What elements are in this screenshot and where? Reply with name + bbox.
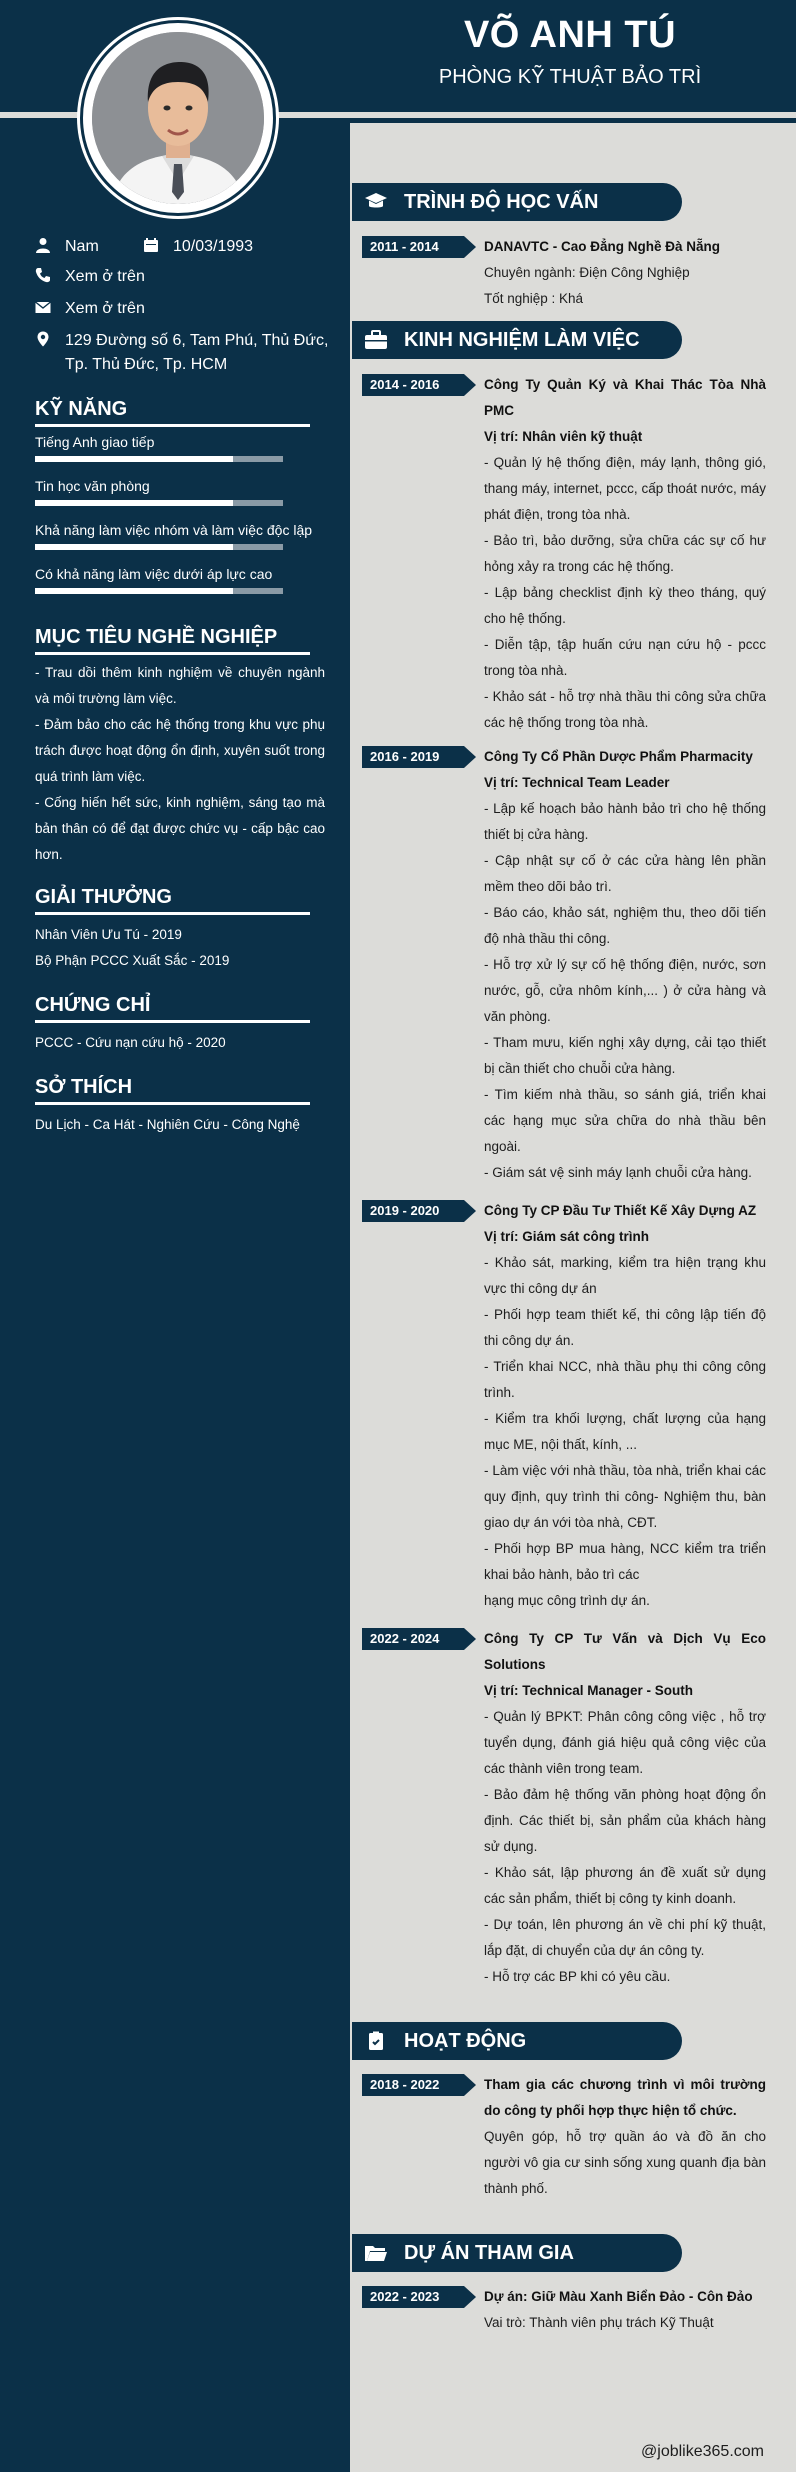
job-duty: - Khảo sát, lập phương án đề xuất sử dụng các sản phẩm, thiết bị công ty kinh doanh. bbox=[484, 1865, 766, 1906]
objective-line: - Đảm bảo cho các hệ thống trong khu vực phụ trách được hoạt động ổn định, xuyên suốt trong quá trình làm việc. bbox=[35, 717, 325, 784]
skill-bar bbox=[35, 544, 283, 550]
job-duty: - Làm việc với nhà thầu, tòa nhà, triển khai các quy định, quy trình thi công- Nghiệm thu, bàn giao dự án với tòa nhà, CĐT. bbox=[484, 1463, 766, 1530]
skills-heading: KỸ NĂNG bbox=[35, 398, 310, 427]
briefcase-icon bbox=[364, 330, 388, 350]
job-entry bbox=[484, 1198, 766, 1614]
gender-text: Nam bbox=[65, 238, 99, 255]
job-duty: - Tìm kiếm nhà thầu, so sánh giá, triển khai các hạng mục sửa chữa do nhà thầu bên ngoài. bbox=[484, 1087, 766, 1154]
project-role: Vai trò: Thành viên phụ trách Kỹ Thuật bbox=[484, 2315, 714, 2330]
objective-heading: MỤC TIÊU NGHỀ NGHIỆP bbox=[35, 626, 310, 655]
activities-heading: HOẠT ĐỘNG bbox=[404, 2030, 527, 2052]
experience-section-header bbox=[352, 321, 682, 359]
skill-label: Khả năng làm việc nhóm và làm việc độc lập bbox=[35, 522, 313, 538]
hobbies-heading: SỞ THÍCH bbox=[35, 1076, 310, 1105]
user-icon bbox=[35, 237, 51, 253]
skill-bar bbox=[35, 588, 283, 594]
hobbies-text: Du Lịch - Ca Hát - Nghiên Cứu - Công Nghệ bbox=[35, 1117, 300, 1132]
education-entry bbox=[484, 234, 766, 312]
school-name: DANAVTC - Cao Đẳng Nghề Đà Nẵng bbox=[484, 239, 721, 254]
job-duty: - Báo cáo, khảo sát, nghiệm thu, theo dõi tiến độ nhà thầu thi công. bbox=[484, 905, 766, 946]
objective-line: - Trau dồi thêm kinh nghiệm về chuyên ngành và môi trường làm việc. bbox=[35, 665, 325, 706]
phone-icon bbox=[35, 267, 51, 283]
envelope-icon bbox=[35, 299, 51, 315]
location-pin-icon bbox=[35, 331, 51, 347]
major-text: Chuyên ngành: Điện Công Nghiệp bbox=[484, 265, 690, 280]
skill-bar bbox=[35, 456, 283, 462]
job-duty: - Khảo sát - hỗ trợ nhà thầu thi công sửa chữa các hệ thống trong tòa nhà. bbox=[484, 689, 766, 730]
job-duty: - Giám sát vệ sinh máy lạnh chuỗi cửa hàng. bbox=[484, 1165, 752, 1180]
skill-bar-fill bbox=[35, 544, 233, 550]
job-entry bbox=[484, 1626, 766, 1990]
project-entry bbox=[484, 2284, 766, 2336]
job-role: Vị trí: Technical Team Leader bbox=[484, 775, 670, 790]
skill-bar bbox=[35, 500, 283, 506]
skill-label: Tin học văn phòng bbox=[35, 478, 150, 494]
date-tag: 2019 - 2020 bbox=[362, 1200, 464, 1222]
certificate-item: PCCC - Cứu nạn cứu hộ - 2020 bbox=[35, 1035, 226, 1050]
date-tag: 2011 - 2014 bbox=[362, 236, 464, 258]
job-duty: - Dự toán, lên phương án về chi phí kỹ thuật, lắp đặt, di chuyển của dự án công ty. bbox=[484, 1917, 766, 1958]
avatar bbox=[92, 32, 264, 204]
job-duty: - Bảo trì, bảo dưỡng, sửa chữa các sự cố hư hỏng xảy ra trong các hệ thống. bbox=[484, 533, 766, 574]
grade-text: Tốt nghiệp : Khá bbox=[484, 291, 584, 306]
education-section-header bbox=[352, 183, 682, 221]
job-duty: hạng mục công trình dự án. bbox=[484, 1593, 650, 1608]
job-duty: - Lập kế hoạch bảo hành bảo trì cho hệ thống thiết bị cửa hàng. bbox=[484, 801, 766, 842]
company-name: Công Ty Quản Ký và Khai Thác Tòa Nhà PMC bbox=[484, 377, 766, 418]
job-duty: - Triển khai NCC, nhà thầu phụ thi công công trình. bbox=[484, 1359, 766, 1400]
job-duty: - Kiểm tra khối lượng, chất lượng của hạng mục ME, nội thất, kính, ... bbox=[484, 1411, 766, 1452]
job-duty: - Quản lý hệ thống điện, máy lạnh, thông gió, thang máy, internet, pccc, cấp thoát nước, máy phát điện, trong tòa nhà. bbox=[484, 455, 766, 522]
date-tag: 2022 - 2024 bbox=[362, 1628, 464, 1650]
job-duty: - Hỗ trợ xử lý sự cố hệ thống điện, nước, sơn nước, gỗ, cửa nhôm kính,... ) ở cửa hàng và văn phòng. bbox=[484, 957, 766, 1024]
experience-heading: KINH NGHIỆM LÀM VIỆC bbox=[404, 329, 640, 351]
sidebar bbox=[4, 112, 350, 2472]
activity-entry bbox=[484, 2072, 766, 2202]
address-line-2: Tp. Thủ Đức, Tp. HCM bbox=[65, 356, 228, 373]
company-name: Công Ty Cổ Phần Dược Phẩm Pharmacity bbox=[484, 749, 753, 764]
candidate-name: VÕ ANH TÚ bbox=[463, 14, 677, 56]
date-tag: 2018 - 2022 bbox=[362, 2074, 464, 2096]
job-role: Vị trí: Nhân viên kỹ thuật bbox=[484, 429, 643, 444]
skill-label: Có khả năng làm việc dưới áp lực cao bbox=[35, 566, 273, 582]
job-duty: - Hỗ trợ các BP khi có yêu cầu. bbox=[484, 1969, 671, 1984]
footer-watermark: @joblike365.com bbox=[641, 2443, 764, 2460]
job-duty: - Diễn tập, tập huấn cứu nạn cứu hộ - pccc trong tòa nhà. bbox=[484, 637, 766, 678]
activities-section-header bbox=[352, 2022, 682, 2060]
job-role: Vị trí: Giám sát công trình bbox=[484, 1229, 650, 1244]
job-duty: - Cập nhật sự cố ở các cửa hàng lên phần mềm theo dõi bảo trì. bbox=[484, 853, 766, 894]
job-duty: - Lập bảng checklist định kỳ theo tháng, quý cho hệ thống. bbox=[484, 585, 766, 626]
projects-section-header bbox=[352, 2234, 682, 2272]
candidate-title: PHÒNG KỸ THUẬT BẢO TRÌ bbox=[438, 66, 702, 88]
phone-text: Xem ở trên bbox=[65, 268, 145, 285]
company-name: Công Ty CP Đầu Tư Thiết Kế Xây Dựng AZ bbox=[484, 1203, 757, 1218]
objective-line: - Cống hiến hết sức, kinh nghiệm, sáng tạo mà bản thân có để đạt được chức vụ - cấp bậc cao hơn. bbox=[35, 795, 325, 862]
job-duty: - Khảo sát, marking, kiểm tra hiện trạng khu vực thi công dự án bbox=[484, 1255, 766, 1296]
skill-label: Tiếng Anh giao tiếp bbox=[35, 434, 155, 450]
job-duty: - Phối hợp BP mua hàng, NCC kiểm tra triển khai bảo hành, bảo trì các bbox=[484, 1541, 766, 1582]
award-item: Nhân Viên Ưu Tú - 2019 bbox=[35, 927, 182, 942]
job-duty: - Tham mưu, kiến nghị xây dựng, cải tạo thiết bị cần thiết cho chuỗi cửa hàng. bbox=[484, 1035, 766, 1076]
job-duty: - Phối hợp team thiết kế, thi công lập tiến độ thi công dự án. bbox=[484, 1307, 766, 1348]
job-entry bbox=[484, 372, 766, 736]
calendar-icon bbox=[143, 237, 159, 253]
skill-bar-fill bbox=[35, 456, 233, 462]
objective-text bbox=[35, 660, 325, 868]
company-name: Công Ty CP Tư Vấn và Dịch Vụ Eco Solutions bbox=[484, 1631, 766, 1672]
skill-bar-fill bbox=[35, 588, 233, 594]
job-role: Vị trí: Technical Manager - South bbox=[484, 1683, 694, 1698]
job-entry bbox=[484, 744, 766, 1186]
job-duty: - Quản lý BPKT: Phân công công việc , hỗ trợ tuyển dụng, đánh giá hiệu quả công việc của các thành viên trong team. bbox=[484, 1709, 766, 1776]
job-duty: - Bảo đảm hệ thống văn phòng hoạt động ổn định. Các thiết bị, sản phẩm của khách hàng sử dụng. bbox=[484, 1787, 766, 1854]
date-tag: 2014 - 2016 bbox=[362, 374, 464, 396]
projects-heading: DỰ ÁN THAM GIA bbox=[404, 2242, 574, 2264]
folder-open-icon bbox=[364, 2243, 388, 2263]
skill-bar-fill bbox=[35, 500, 233, 506]
education-heading: TRÌNH ĐỘ HỌC VẤN bbox=[404, 191, 599, 213]
date-tag: 2016 - 2019 bbox=[362, 746, 464, 768]
activity-title: Tham gia các chương trình vì môi trường do công ty phối hợp thực hiện tổ chức. bbox=[484, 2077, 766, 2118]
clipboard-icon bbox=[364, 2031, 388, 2051]
activity-text: Quyên góp, hỗ trợ quần áo và đồ ăn cho người vô gia cư sinh sống xung quanh địa bàn thành phố. bbox=[484, 2129, 766, 2196]
address-line-1: 129 Đường số 6, Tam Phú, Thủ Đức, bbox=[65, 332, 329, 349]
date-tag: 2022 - 2023 bbox=[362, 2286, 464, 2308]
awards-heading: GIẢI THƯỞNG bbox=[35, 886, 310, 915]
project-title: Dự án: Giữ Màu Xanh Biển Đảo - Côn Đảo bbox=[484, 2289, 753, 2304]
birthday-text: 10/03/1993 bbox=[173, 238, 254, 255]
award-item: Bộ Phận PCCC Xuất Sắc - 2019 bbox=[35, 953, 230, 968]
email-text: Xem ở trên bbox=[65, 300, 145, 317]
graduation-cap-icon bbox=[364, 192, 388, 212]
certificates-heading: CHỨNG CHỈ bbox=[35, 994, 310, 1023]
